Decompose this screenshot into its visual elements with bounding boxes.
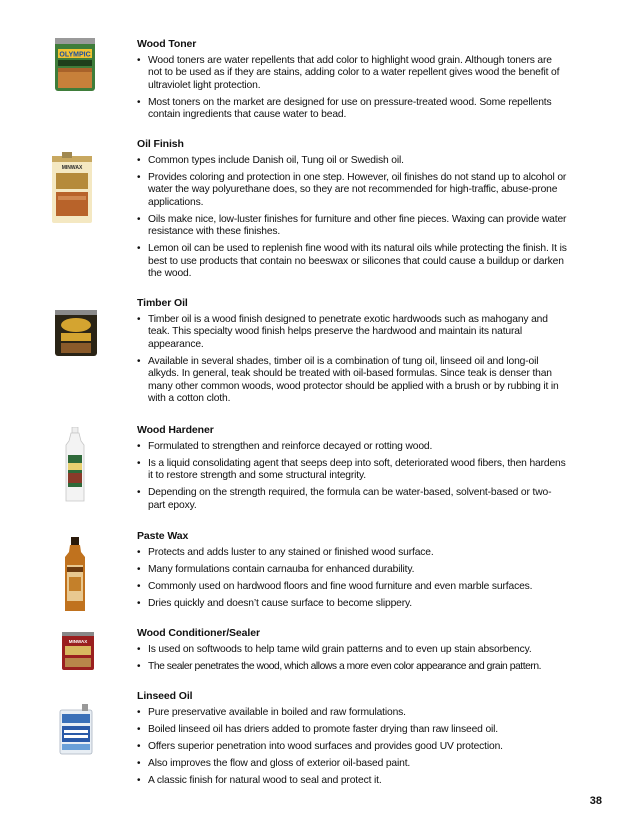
list-item: • Formulated to strengthen and reinforce decayed or rotting wood. — [137, 441, 567, 453]
section-title: Paste Wax — [137, 530, 189, 542]
section-title: Wood Toner — [137, 38, 197, 50]
section-linseed-oil — [137, 690, 567, 792]
bullet-list — [137, 155, 567, 280]
list-item: • A classic finish for natural wood to seal and protect it. — [137, 775, 567, 787]
timber-oil-can-icon — [53, 307, 99, 359]
list-item: • Wood toners are water repellents that add color to highlight wood grain. Although toners are not to be used as if they are stains, adding color to a water repellent gives wood the benefit of ultraviolet light protection. — [137, 55, 567, 92]
list-item: • Boiled linseed oil has driers added to promote faster drying than raw linseed oil. — [137, 724, 567, 736]
list-item: • Depending on the strength required, the formula can be water-based, solvent-based or two-part epoxy. — [137, 487, 567, 512]
section-wood-toner — [137, 38, 567, 126]
list-item: • The sealer penetrates the wood, which allows a more even color appearance and grain pattern. — [137, 661, 567, 673]
section-oil-finish — [137, 138, 567, 285]
minwax-pre-stain-can-icon — [60, 630, 96, 672]
bullet-list — [137, 441, 567, 512]
bullet-list — [137, 707, 567, 787]
svg-text:MINWAX: MINWAX — [68, 639, 88, 644]
minwax-tung-oil-can-icon — [48, 152, 96, 226]
list-item: • Provides coloring and protection in one step. However, oil finishes do not stand up to alcohol or water the way polyurethane does, so they are not recommended for high-traffic, abuse-prone applications. — [137, 172, 567, 209]
list-item: • Commonly used on hardwood floors and fine wood furniture and even marble surfaces. — [137, 581, 567, 593]
list-item: • Many formulations contain carnauba for enhanced durability. — [137, 564, 567, 576]
section-title: Timber Oil — [137, 297, 188, 309]
page-number: 38 — [589, 795, 602, 807]
linseed-oil-can-icon — [56, 704, 96, 756]
list-item: • Also improves the flow and gloss of exterior oil-based paint. — [137, 758, 567, 770]
list-item: • Is a liquid consolidating agent that seeps deep into soft, deteriorated wood fibers, then hardens it to restore strength and some structural integrity. — [137, 458, 567, 483]
paste-wax-bottle-icon — [62, 537, 88, 613]
section-paste-wax — [137, 530, 567, 615]
list-item: • Oils make nice, low-luster finishes for furniture and other fine pieces. Waxing can provide water resistance with these finishes. — [137, 214, 567, 239]
bullet-list — [137, 644, 567, 673]
list-item: • Most toners on the market are designed for use on pressure-treated wood. Some repellents contain ingredients that cause water to bead. — [137, 97, 567, 122]
list-item: • Timber oil is a wood finish designed to penetrate exotic hardwoods such as mahogany and teak. This specialty wood finish helps preserve the hardwood and maintain its natural appearance. — [137, 314, 567, 351]
olympic-wood-toner-can-icon — [52, 35, 98, 93]
wood-hardener-bottle-icon — [62, 427, 88, 503]
list-item: • Available in several shades, timber oil is a combination of tung oil, linseed oil and long-oil alkyds. In general, teak should be treated with oil-based formulas. Since teak is denser than many other common woods, wood protector should be applied with a brush or by rubbing it in with a cotton cloth. — [137, 356, 567, 406]
bullet-list — [137, 547, 567, 610]
list-item: • Pure preservative available in boiled and raw formulations. — [137, 707, 567, 719]
section-timber-oil — [137, 297, 567, 410]
list-item: • Offers superior penetration into wood surfaces and provides good UV protection. — [137, 741, 567, 753]
bullet-list — [137, 314, 567, 405]
section-title: Wood Conditioner/Sealer — [137, 627, 260, 639]
section-wood-hardener — [137, 424, 567, 517]
list-item: • Lemon oil can be used to replenish fine wood with its natural oils while protecting the finish. It is best to use products that contain no beeswax or silicones that could cause a buildup or darken the wood. — [137, 243, 567, 280]
section-title: Oil Finish — [137, 138, 184, 150]
svg-text:MINWAX: MINWAX — [61, 165, 83, 171]
list-item: • Dries quickly and doesn’t cause surface to become slippery. — [137, 598, 567, 610]
bullet-list — [137, 55, 567, 122]
section-title: Wood Hardener — [137, 424, 214, 436]
section-wood-conditioner-sealer — [137, 627, 567, 678]
list-item: • Is used on softwoods to help tame wild grain patterns and to even up stain absorbency. — [137, 644, 567, 656]
list-item: • Common types include Danish oil, Tung oil or Swedish oil. — [137, 155, 567, 167]
section-title: Linseed Oil — [137, 690, 193, 702]
svg-text:OLYMPIC: OLYMPIC — [59, 51, 91, 59]
list-item: • Protects and adds luster to any stained or finished wood surface. — [137, 547, 567, 559]
